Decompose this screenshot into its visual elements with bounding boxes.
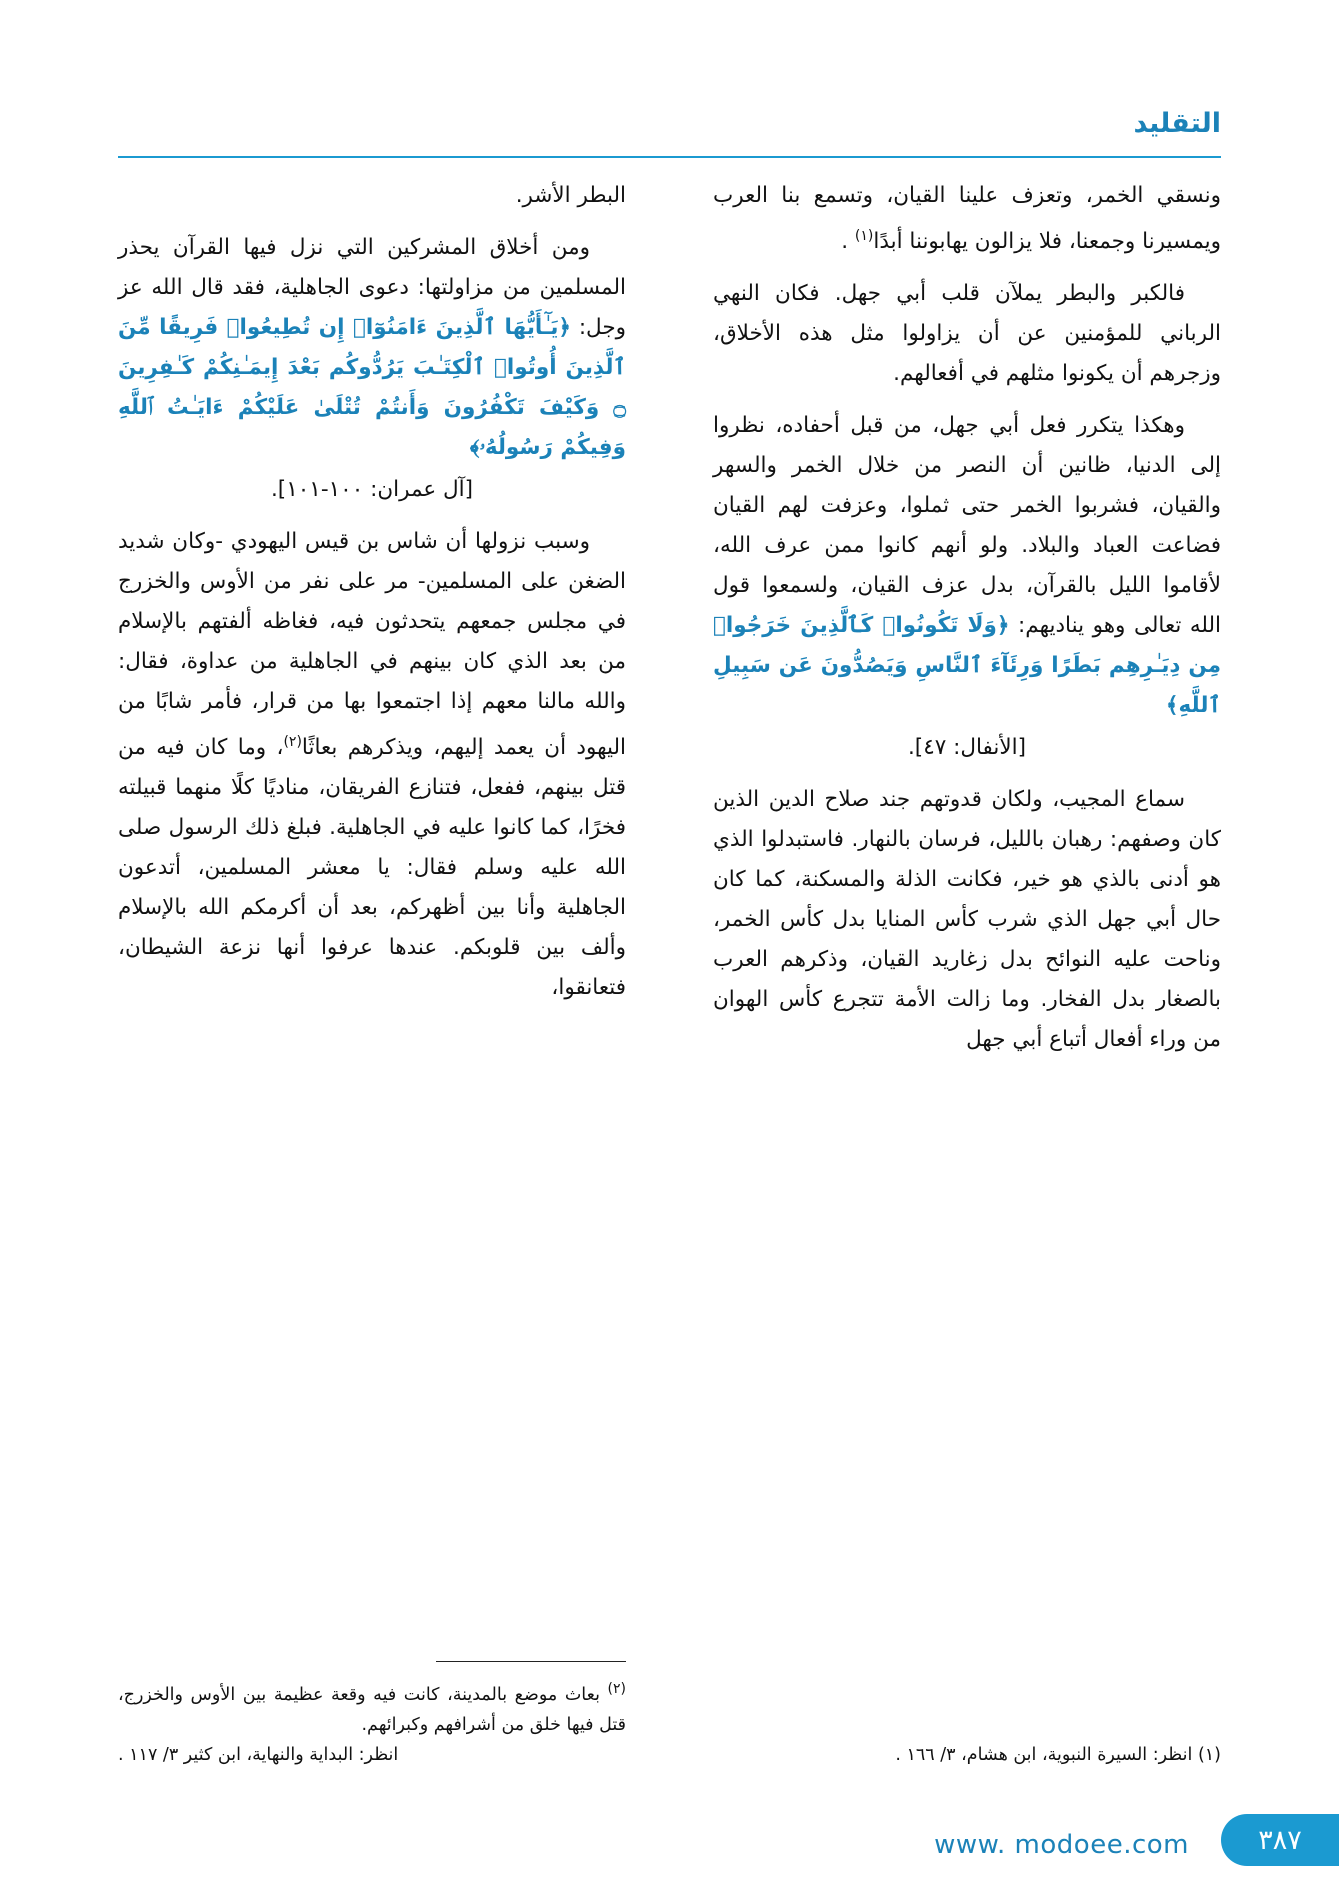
column-left (118, 176, 626, 1020)
page-header (118, 108, 1221, 152)
column-right (713, 176, 1221, 1072)
paragraph-text: ومن أخلاق المشركين التي نزل فيها القرآن يحذر المسلمين من مزاولتها: دعوى الجاهلية، فقد قال الله عز وجل: (118, 235, 627, 340)
footnote (713, 1740, 1221, 1770)
footnotes-left (118, 1661, 626, 1770)
paragraph (118, 522, 626, 1008)
paragraph-text: ونسقي الخمر، وتعزف علينا القيان، وتسمع بنا العرب ويمسيرنا وجمعنا، فلا يزالون يهابوننا أبدًا (713, 183, 1221, 255)
paragraph (713, 406, 1221, 726)
verse-reference: [الأنفال: ٤٧]. (907, 735, 1027, 761)
footnote-marker: (٢) (283, 734, 302, 750)
paragraph: سماع المجيب، ولكان قدوتهم جند صلاح الدين الذين كان وصفهم: رهبان بالليل، فرسان بالنهار. فاستبدلوا الذي هو أدنى بالذي هو خير، فكانت الذلة والمسكنة، كما كان حال أبي جهل الذي شرب كأس المنايا بدل كأس الخمر، وناحت عليه النوائح بدل زغاريد القيان، وذكرهم العرب بالصغار بدل الفخار. وما زالت الأمة تتجرع كأس الهوان من وراء أفعال أتباع أبي جهل (713, 787, 1221, 1053)
chapter-title: التقليد (1133, 108, 1221, 139)
paragraph-tail: . (841, 229, 855, 255)
header-divider (118, 156, 1221, 158)
footnote-text: بعاث موضع بالمدينة، كانت فيه وقعة عظيمة بين الأوس والخزرج، قتل فيها خلق من أشرافهم وكبرائهم. (118, 1685, 626, 1735)
paragraph-text: وهكذا يتكرر فعل أبي جهل، من قبل أحفاده، نظروا إلى الدنيا، ظانين أن النصر من خلال الخمر والسهر والقيان، فشربوا الخمر حتى ثملوا، وعزفت لهم القيان فضاعت العباد والبلاد. ولو أنهم كانوا ممن عرف الله، لأقاموا الليل بالقرآن، بدل عزف القيان، ولسمعوا قول الله تعالى وهو يناديهم: (713, 413, 1222, 639)
paragraph: فالكبر والبطر يملآن قلب أبي جهل. فكان النهي الرباني للمؤمنين عن أن يزاولوا مثل هذه الأخلاق، وزجرهم أن يكونوا مثلهم في أفعالهم. (713, 281, 1221, 387)
footnote-marker: (١) (854, 228, 874, 244)
continuation-fragment: البطر الأشر. (515, 183, 626, 208)
body-columns (118, 176, 1221, 1466)
paragraph-text: وسبب نزولها أن شاس بن قيس اليهودي -وكان شديد الضغن على المسلمين- مر على نفر من الأوس والخزرج في مجلس جمعهم يتحدثون فيه، فغاظه ألفتهم بالإسلام من بعد الذي كان بينهم في الجاهلية من عداوة، فقال: والله مالنا معهم إذا اجتمعوا بها من قرار، فأمر شابًا من اليهود أن يعمد إليهم، ويذكرهم بعاثًا (118, 529, 626, 761)
quran-verse: ﴿يَـٰٓأَيُّهَا ٱلَّذِينَ ءَامَنُوٓا۟ إِن تُطِيعُوا۟ فَرِيقًا مِّنَ ٱلَّذِينَ أُوتُوا۟ ٱلْكِتَـٰبَ يَرُدُّوكُم بَعْدَ إِيمَـٰنِكُمْ كَـٰفِرِينَ ۝ وَكَيْفَ تَكْفُرُونَ وَأَنتُمْ تُتْلَىٰ عَلَيْكُمْ ءَايَـٰتُ ٱللَّهِ وَفِيكُمْ رَسُولُهُۥ﴾ (118, 315, 626, 460)
footnote-divider (436, 1661, 626, 1662)
footnote-text: انظر: السيرة النبوية، ابن هشام، ٣/ ١٦٦ . (895, 1745, 1193, 1765)
site-url[interactable]: www. modoee.com (934, 1830, 1189, 1860)
paragraph (713, 176, 1221, 262)
footnote-marker: (١) (1197, 1745, 1221, 1765)
quran-verse: ﴿وَلَا تَكُونُوا۟ كَٱلَّذِينَ خَرَجُوا۟ مِن دِيَـٰرِهِم بَطَرًا وَرِئَآءَ ٱلنَّاسِ وَيَصُدُّونَ عَن سَبِيلِ ٱللَّهِ﴾ (713, 613, 1221, 719)
paragraph (118, 228, 626, 468)
page-number: ٣٨٧ (1221, 1814, 1339, 1866)
page-footer (0, 1794, 1339, 1890)
footnote-source: انظر: البداية والنهاية، ابن كثير ٣/ ١١٧ . (118, 1745, 399, 1765)
footnotes-right (713, 1740, 1221, 1770)
footnote (118, 1674, 626, 1740)
verse-reference: [آل عمران: ١٠٠-١٠١]. (270, 477, 474, 502)
footnote-marker: (٢) (607, 1681, 626, 1698)
paragraph-tail: ، وما كان فيه من قتل بينهم، ففعل، فتنازع الفريقان، مناديًا كلًا منهما قبيلته فخرًا، كما كانوا عليه في الجاهلية. فبلغ ذلك الرسول صلى الله عليه وسلم فقال: يا معشر المسلمين، أتدعون الجاهلية وأنا بين أظهركم، بعد أن أكرمكم الله بالإسلام وألف بين قلوبكم. عندها عرفوا أنها نزعة الشيطان، فتعانقوا، (118, 735, 626, 1001)
